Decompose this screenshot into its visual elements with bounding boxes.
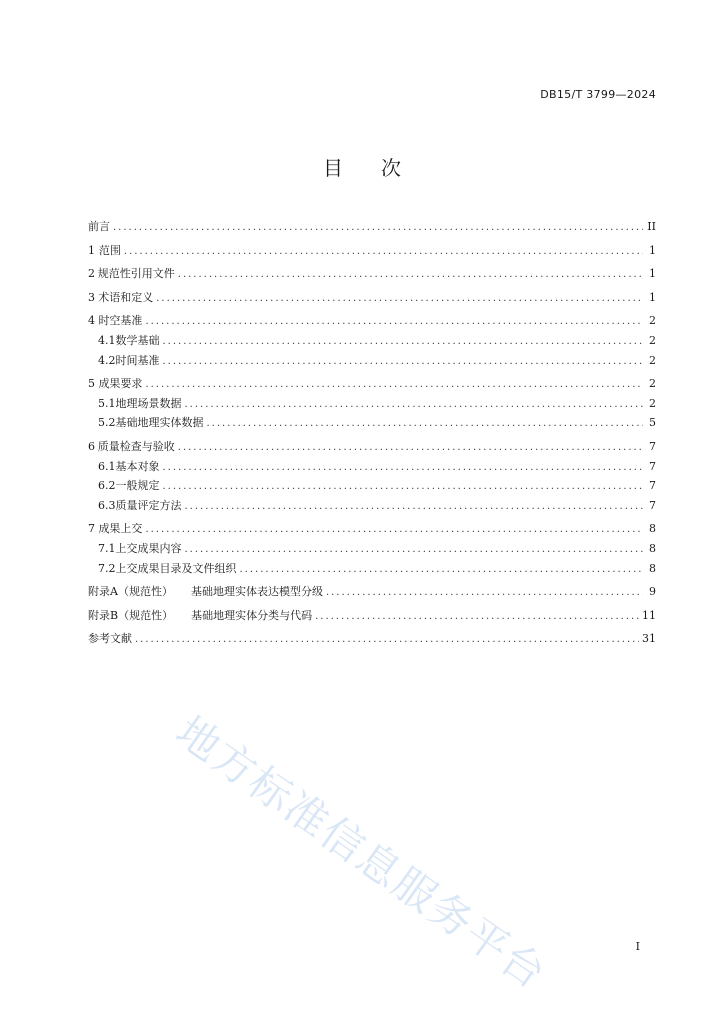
toc-leader [145,520,643,540]
toc-leader [315,607,639,627]
toc-entry-bibliography[interactable] [88,629,656,649]
toc-page-number: 7 [649,498,656,512]
toc-entry-deliverable-submission[interactable] [88,519,656,539]
toc-page-number: 2 [649,377,656,391]
toc-page-number: 2 [649,333,656,347]
toc-page-number: 1 [649,267,656,281]
toc-page-number: 9 [649,585,656,599]
toc-section-number: 4.1 [98,333,116,347]
toc-label: 范围 [98,243,121,257]
toc-entry-appendix-a[interactable] [88,582,656,602]
toc-label: 基础地理实体表达模型分级 [190,585,323,599]
toc-page-number: 7 [649,439,656,453]
toc-section-number: 7.2 [98,561,116,575]
toc-label: 地理场景数据 [115,396,182,410]
toc-section-number: 7 [88,522,95,536]
toc-label: 基础地理实体分类与代码 [191,608,313,622]
toc-entry-submission-directory[interactable] [88,559,656,579]
toc-label: 质量评定方法 [115,498,182,512]
toc-section-number: 5 [88,377,95,391]
toc-leader [145,312,643,332]
toc-appendix-prefix: 附录B（规范性） [88,608,174,622]
toc-leader [326,583,643,603]
toc-page-number: 2 [649,314,656,328]
toc-label: 上交成果内容 [115,541,182,555]
toc-section-number: 4.2 [98,353,116,367]
table-of-contents [88,217,656,649]
toc-leader [124,242,643,262]
watermark-text: 地方标准信息服务平台 [167,706,556,1000]
toc-entry-normative-references[interactable] [88,264,656,284]
toc-page-number: 7 [649,459,656,473]
toc-entry-mathematical-basis[interactable] [88,331,656,351]
toc-label: 规范性引用文件 [97,267,175,281]
toc-section-number: 2 [88,267,95,281]
toc-leader [185,497,644,517]
toc-section-number: 6 [88,439,95,453]
toc-section-number: 7.1 [98,541,116,555]
toc-page-number: 8 [649,522,656,536]
toc-label: 前言 [88,220,110,233]
toc-section-number: 6.1 [98,459,116,473]
page-title: 目次 [323,156,439,180]
toc-leader [163,332,644,352]
toc-label: 质量检查与验收 [97,439,175,453]
toc-section-number: 6.2 [98,479,116,493]
toc-entry-spatiotemporal-reference[interactable] [88,311,656,331]
toc-section-number: 1 [88,243,95,257]
toc-leader [207,414,644,434]
toc-label: 基础地理实体数据 [115,416,204,430]
toc-leader [145,375,643,395]
toc-entry-quality-evaluation-method[interactable] [88,496,656,516]
toc-page-number: 8 [649,541,656,555]
toc-entry-scope[interactable] [88,241,656,261]
toc-page-number: 1 [649,290,656,304]
toc-leader [156,289,643,309]
toc-entry-geographic-entity-data[interactable] [88,413,656,433]
toc-entry-foreword[interactable] [88,217,656,237]
toc-leader [163,352,644,372]
toc-label: 成果上交 [98,522,143,536]
toc-page-number: 8 [649,561,656,575]
toc-entry-general-provisions[interactable] [88,476,656,496]
toc-entry-time-reference[interactable] [88,351,656,371]
toc-section-number: 3 [88,290,95,304]
toc-section-number: 5.1 [98,396,116,410]
toc-entry-submission-content[interactable] [88,539,656,559]
toc-leader [178,265,643,285]
toc-leader [178,438,643,458]
toc-appendix-prefix: 附录A（规范性） [88,585,173,599]
toc-leader [163,458,644,478]
document-code: DB15/T 3799—2024 [540,88,656,101]
toc-entry-deliverable-requirements[interactable] [88,374,656,394]
toc-entry-basic-objects[interactable] [88,457,656,477]
toc-page-number: 5 [649,416,656,430]
toc-label: 一般规定 [115,479,160,493]
toc-leader [240,560,644,580]
toc-label: 术语和定义 [98,290,154,304]
toc-label: 成果要求 [98,377,143,391]
toc-entry-terms[interactable] [88,288,656,308]
toc-entry-quality-inspection[interactable] [88,437,656,457]
toc-leader [135,630,639,650]
toc-page-number: 7 [649,479,656,493]
toc-label: 时空基准 [98,314,143,328]
toc-leader [185,540,644,560]
page-number: I [635,940,640,953]
toc-page-number: 2 [649,353,656,367]
toc-label: 数学基础 [115,333,160,347]
toc-leader [163,477,644,497]
toc-section-number: 4 [88,314,95,328]
toc-page-number: II [647,220,656,233]
toc-entry-appendix-b[interactable] [88,606,656,626]
toc-label: 时间基准 [115,353,160,367]
toc-label: 上交成果目录及文件组织 [115,561,237,575]
toc-leader [185,395,644,415]
toc-leader [113,218,643,238]
toc-page-number: 31 [642,632,656,646]
toc-entry-geographic-scene-data[interactable] [88,394,656,414]
toc-label: 参考文献 [88,632,132,646]
toc-page-number: 2 [649,396,656,410]
toc-page-number: 1 [649,243,656,257]
toc-section-number: 5.2 [98,416,116,430]
toc-label: 基本对象 [115,459,160,473]
toc-section-number: 6.3 [98,498,116,512]
toc-page-number: 11 [642,608,656,622]
